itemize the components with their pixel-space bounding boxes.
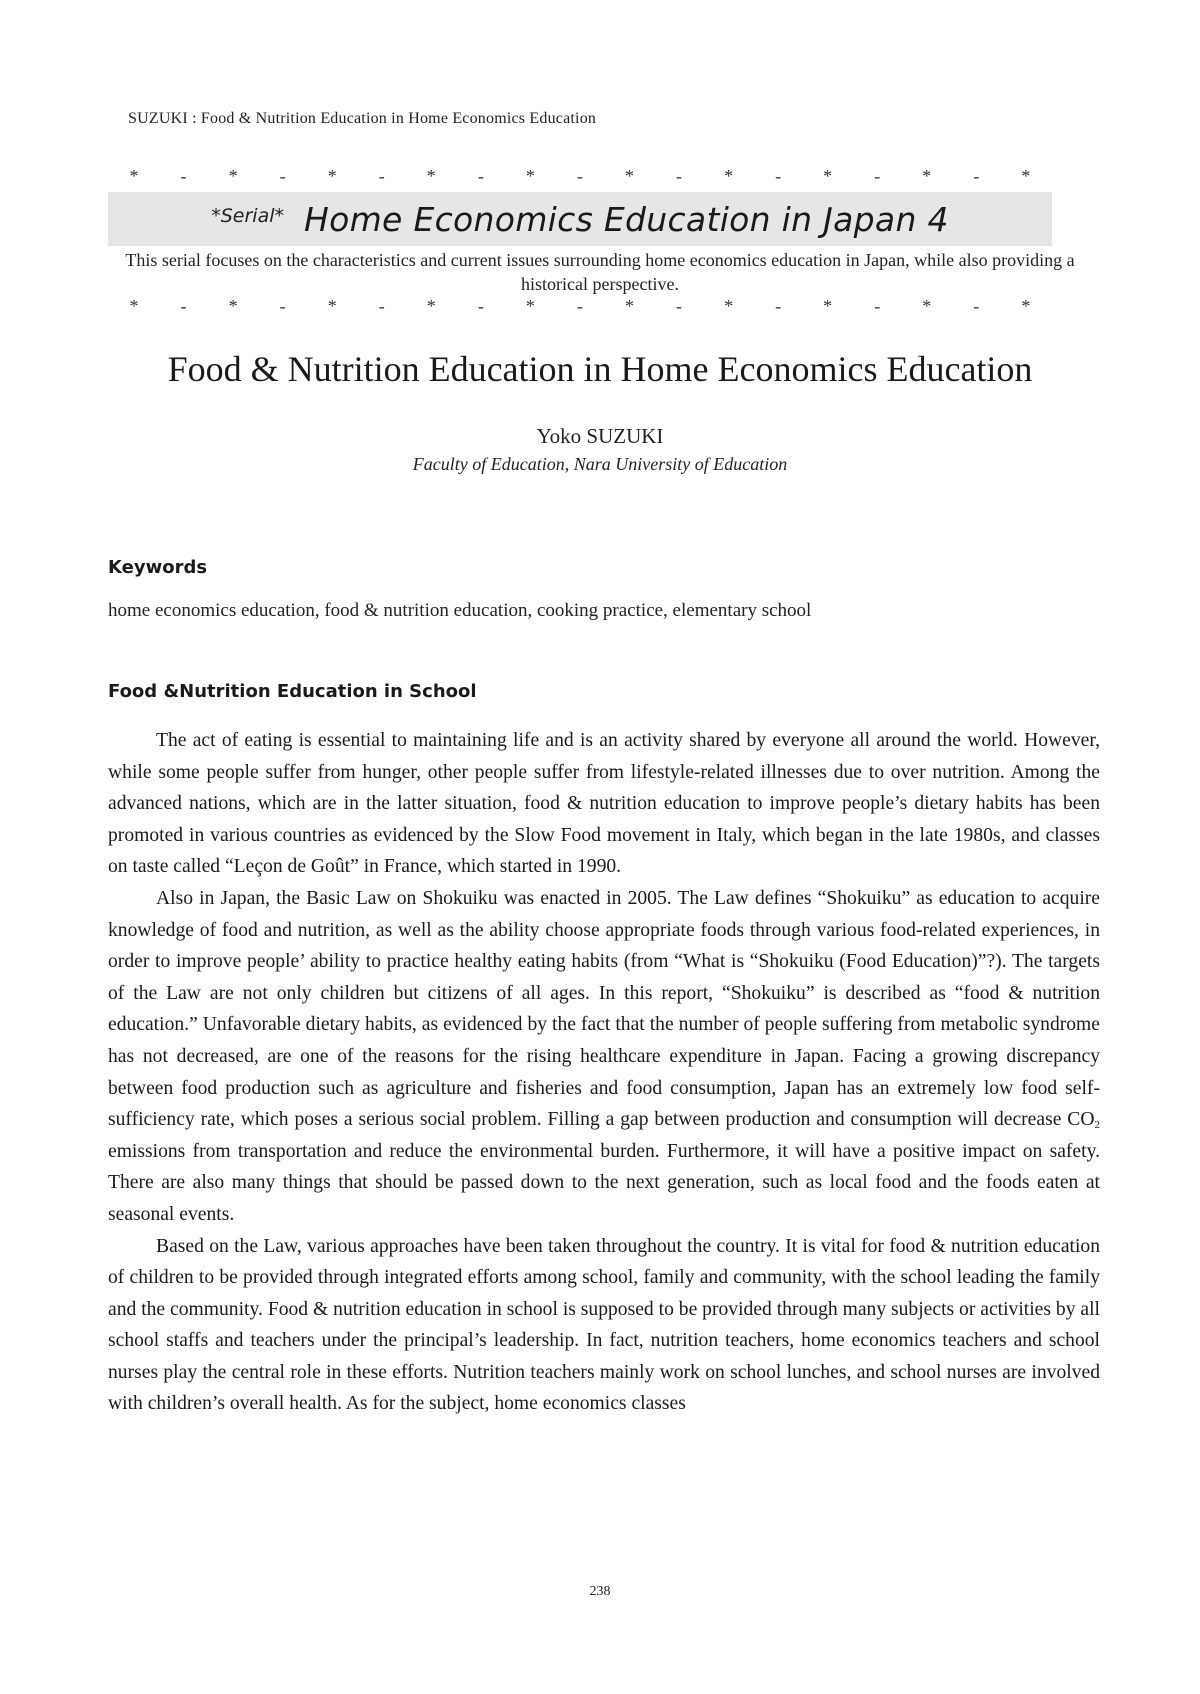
co2-subscript: 2 — [1094, 1119, 1100, 1132]
dash-ornament: - — [576, 295, 583, 316]
star-ornament: * — [624, 165, 634, 186]
star-ornament: * — [1021, 295, 1031, 316]
body-text — [108, 725, 1100, 1420]
star-ornament: * — [228, 165, 238, 186]
star-ornament: * — [327, 165, 337, 186]
star-ornament: * — [525, 295, 535, 316]
star-ornament: * — [922, 165, 932, 186]
dash-ornament: - — [874, 295, 881, 316]
keywords-heading: Keywords — [108, 557, 208, 578]
dash-ornament: - — [775, 295, 782, 316]
author-affiliation: Faculty of Education, Nara University of Education — [412, 454, 788, 474]
star-ornament: * — [823, 165, 833, 186]
dash-ornament: - — [576, 165, 583, 186]
star-ornament: * — [129, 295, 139, 316]
dash-ornament: - — [973, 295, 980, 316]
dash-ornament: - — [676, 165, 683, 186]
dash-ornament: - — [279, 165, 286, 186]
star-ornament: * — [426, 165, 436, 186]
star-ornament: * — [624, 295, 634, 316]
star-ornament: * — [823, 295, 833, 316]
dash-ornament: - — [874, 165, 881, 186]
dash-ornament: - — [180, 165, 187, 186]
dash-ornament: - — [180, 295, 187, 316]
serial-description: This serial focuses on the characteristics and current issues surrounding home economics education in Japan, while also providing a historical perspective. — [125, 250, 1075, 294]
dash-ornament: - — [378, 295, 385, 316]
dash-ornament: - — [973, 165, 980, 186]
dash-ornament: - — [477, 295, 484, 316]
star-ornament: * — [525, 165, 535, 186]
paragraph-2-part-1: Also in Japan, the Basic Law on Shokuiku was enacted in 2005. The Law defines “Shokuiku” as education to acquire knowledge of food and nutrition, as well as the ability choose appropriate foods through various food-related experiences, in order to improve people’ ability to practice healthy eating habits (from “What is “Shokuiku (Food Education)”?). The targets of the Law are not only children but citizens of all ages. In this report, “Shokuiku” is described as “food & nutrition education.” Unfavorable dietary habits, as evidenced by the fact that the number of people suffering from metabolic syndrome has not decreased, are one of the reasons for the rising healthcare expenditure in Japan. Facing a growing discrepancy between food production such as agriculture and fisheries and food consumption, Japan has an extremely low food self-sufficiency rate, which poses a serious social problem. Filling a gap between production and consumption will decrease CO — [108, 887, 1100, 1131]
dash-ornament: - — [775, 165, 782, 186]
dash-ornament: - — [279, 295, 286, 316]
paragraph-1: The act of eating is essential to maintaining life and is an activity shared by everyone all around the world. However, while some people suffer from hunger, other people suffer from lifestyle-related illnesses due to over nutrition. Among the advanced nations, which are in the latter situation, food & nutrition education to improve people’s dietary habits has been promoted in various countries as evidenced by the Slow Food movement in Italy, which began in the late 1980s, and classes on taste called “Leçon de Goût” in France, which started in 1990. — [108, 730, 1100, 878]
serial-tag: *Serial* — [211, 205, 284, 227]
star-ornament: * — [922, 295, 932, 316]
star-divider-bottom — [128, 297, 1032, 315]
star-ornament: * — [724, 295, 734, 316]
page-number: 238 — [589, 1584, 611, 1599]
article-title: Food & Nutrition Education in Home Economics Education — [167, 349, 1033, 389]
star-ornament: * — [426, 295, 436, 316]
star-ornament: * — [129, 165, 139, 186]
paragraph-2-part-2: emissions from transportation and reduce the environmental burden. Furthermore, it will have a positive impact on safety. There are also many things that should be passed down to the next generation, such as local food and the foods eaten at seasonal events. — [108, 1140, 1100, 1225]
paragraph-3: Based on the Law, various approaches have been taken throughout the country. It is vital for food & nutrition education of children to be provided through integrated efforts among school, family and community, with the school leading the family and the community. Food & nutrition education in school is supposed to be provided through many subjects or activities by all school staffs and teachers under the principal’s leadership. In fact, nutrition teachers, home economics teachers and school nurses play the central role in these efforts. Nutrition teachers mainly work on school lunches, and school nurses are involved with children’s overall health. As for the subject, home economics classes — [108, 1235, 1100, 1415]
section-heading: Food &Nutrition Education in School — [108, 681, 477, 702]
serial-banner — [108, 192, 1052, 246]
star-ornament: * — [1021, 165, 1031, 186]
paragraph-2 — [108, 883, 1100, 1231]
star-ornament: * — [724, 165, 734, 186]
dash-ornament: - — [477, 165, 484, 186]
article-author: Yoko SUZUKI — [536, 424, 664, 448]
star-divider-top — [128, 167, 1032, 185]
running-header: SUZUKI : Food & Nutrition Education in Home Economics Education — [128, 110, 597, 127]
star-ornament: * — [327, 295, 337, 316]
serial-title: Home Economics Education in Japan 4 — [304, 199, 949, 239]
dash-ornament: - — [378, 165, 385, 186]
keywords-list: home economics education, food & nutrition education, cooking practice, elementary school — [108, 600, 812, 621]
dash-ornament: - — [676, 295, 683, 316]
star-ornament: * — [228, 295, 238, 316]
